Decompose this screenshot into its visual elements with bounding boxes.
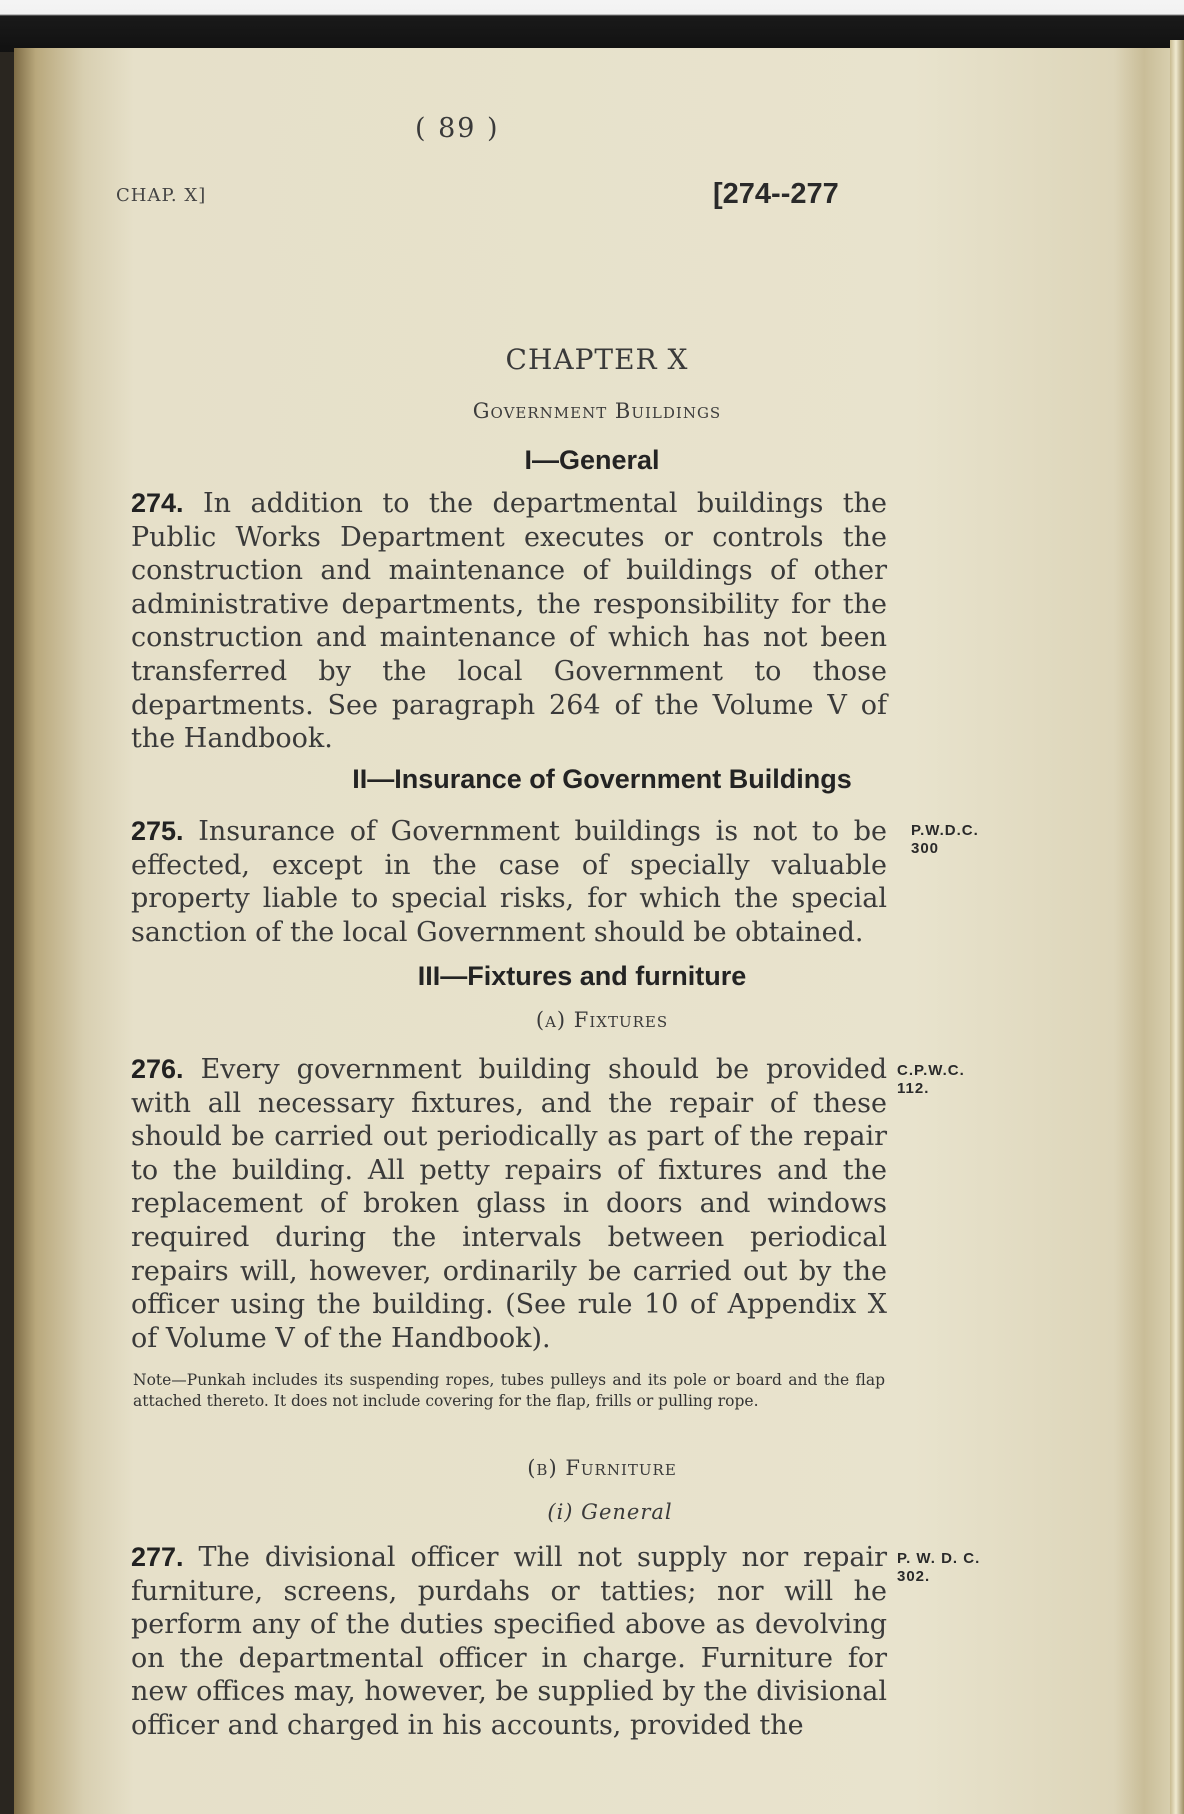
paragraph-number: 277. xyxy=(131,1542,184,1572)
paragraph-275 xyxy=(131,815,887,949)
margin-ref-code: P. W. D. C. xyxy=(897,1550,981,1567)
subsection-furniture: (b) Furniture xyxy=(527,1456,677,1480)
margin-ref-code: P.W.D.C. xyxy=(911,822,979,839)
paragraph-number: 275. xyxy=(131,816,184,846)
margin-reference-277 xyxy=(897,1550,980,1586)
paragraph-text: The divisional officer will not supply nor repair furniture, screens, purdahs or tatties; nor will he perform any of the duties specified above as devolving on the departmental officer in charge. Furniture for new offices may, however, be supplied by the divisional officer and charged in his accounts, provided the xyxy=(131,1542,887,1741)
paragraph-276 xyxy=(131,1053,887,1355)
page-number: ( 89 ) xyxy=(415,113,500,144)
paragraph-number: 274. xyxy=(131,488,184,518)
section-heading-fixtures: III—Fixtures and furniture xyxy=(417,961,747,991)
section-heading-general: I—General xyxy=(524,445,660,475)
margin-ref-number: 300 xyxy=(911,840,940,857)
paragraph-274 xyxy=(131,487,887,756)
chapter-title: CHAPTER X xyxy=(505,343,689,376)
chapter-subtitle: Government Buildings xyxy=(472,399,722,423)
running-chapter-label: CHAP. X] xyxy=(116,185,207,206)
section-heading-insurance: II—Insurance of Government Buildings xyxy=(352,764,852,794)
margin-ref-code: C.P.W.C. xyxy=(897,1062,965,1079)
paragraph-text: Every government building should be provided with all necessary fixtures, and the repair of these should be carried out periodically as part of the repair to the building. All petty repairs of fixtures and the replacement of broken glass in doors and windows required during the intervals between periodical repairs will, however, ordinarily be carried out by the officer using the building. (See rule 10 of Appendix X of Volume V of the Handbook). xyxy=(131,1054,887,1354)
subsection-general: (i) General xyxy=(547,1500,673,1524)
margin-reference-275 xyxy=(911,822,979,858)
paragraph-277 xyxy=(131,1541,887,1743)
footnote-punkah: Note—Punkah includes its suspending ropes, tubes pulleys and its pole or board and the flap attached thereto. It does not include covering for the flap, frills or pulling rope. xyxy=(133,1371,885,1410)
running-paragraph-range: [274--277 xyxy=(713,178,839,210)
paragraph-text: In addition to the departmental buildings the Public Works Department executes or controls the construction and maintenance of buildings of other administrative departments, the responsibility for the construction and maintenance of which has not been transferred by the local Government to those departments. See paragraph 264 of the Volume V of the Handbook. xyxy=(131,488,887,755)
subsection-fixtures: (a) Fixtures xyxy=(535,1008,669,1032)
margin-ref-number: 302. xyxy=(897,1568,931,1585)
margin-ref-number: 112. xyxy=(897,1080,930,1097)
margin-reference-276 xyxy=(897,1062,965,1098)
paragraph-text: Insurance of Government buildings is not to be effected, except in the case of specially valuable property liable to special risks, for which the special sanction of the local Government should be obtained. xyxy=(131,816,887,948)
paragraph-number: 276. xyxy=(131,1054,184,1084)
